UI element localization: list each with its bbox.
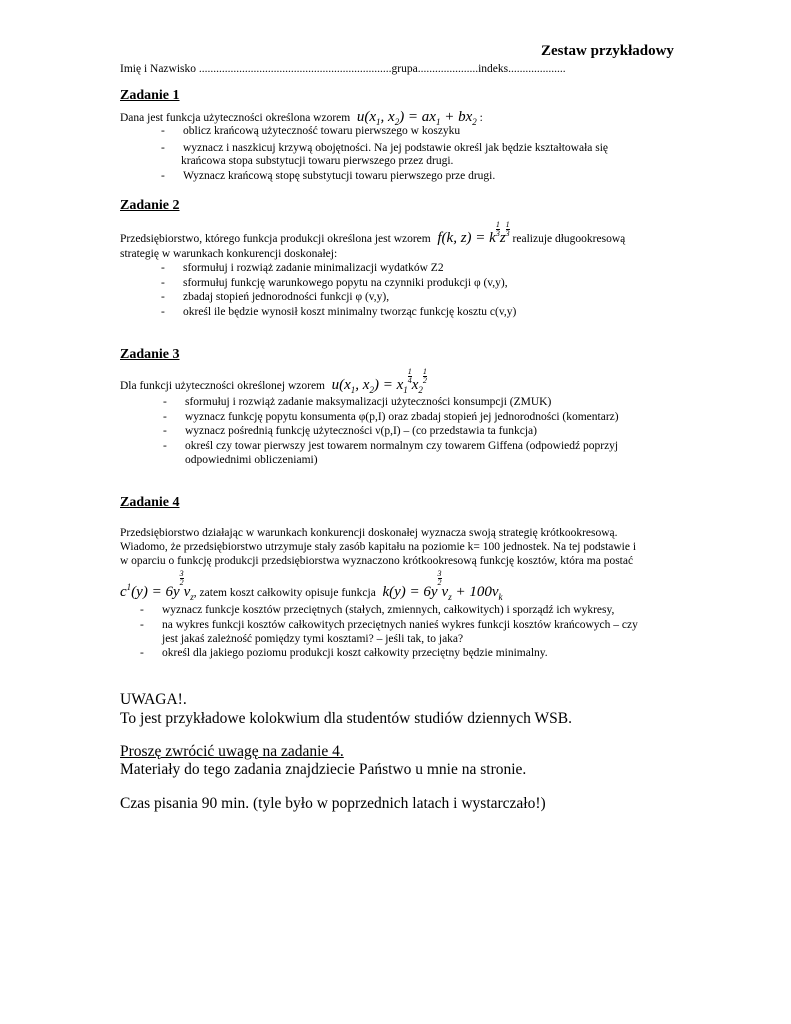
task2-heading: Zadanie 2	[120, 198, 180, 213]
list-item: - określ czy towar pierwszy jest towarem normalnym czy towarem Giffena (odpowiedź poprzyj	[185, 439, 725, 454]
list-item: - wyznacz funkcję popytu konsumenta φ(p,I) oraz zbadaj stopień jej jednorodności (komentarz)	[185, 410, 725, 425]
task1-intro: Dana jest funkcja użyteczności określona wzorem $u(x_1$, $x_2) = ax_1 + bx_2$ :	[120, 109, 483, 127]
list-item: - wyznacz pośrednią funkcję użyteczności ν(p,I) – (co przedstawia ta funkcja)	[185, 424, 725, 439]
task4-total-cost-formula: k(y) = 6y $\frac{3}{2}$ $v_z + 100v_k$	[378, 569, 503, 602]
task4-paragraph-line1: Przedsiębiorstwo działając w warunkach konkurencji doskonałej wyznacza swoją strategię krótkookresową.	[120, 527, 618, 539]
task3-list	[185, 395, 725, 453]
task3-intro: Dla funkcji użyteczności określonej wzorem $u(x_1$, $x_2) = x_1$ $\frac{1}{4}$ $x_2$ $\frac{1}{2}$	[120, 367, 427, 395]
task1-list	[183, 124, 703, 155]
task4-heading: Zadanie 4	[120, 495, 180, 510]
task2-intro-cont: strategię w warunkach konkurencji doskonałej:	[120, 248, 338, 260]
task1-list-2	[183, 169, 703, 184]
list-item: - określ dla jakiego poziomu produkcji koszt całkowity przeciętny będzie minimalny.	[162, 646, 722, 661]
task1-formula: $u(x_1$, $x_2) = ax_1 + bx_2$	[353, 109, 477, 127]
list-item: - sformułuj i rozwiąż zadanie minimalizacji wydatków Z2	[183, 261, 703, 276]
student-info-line: Imię i Nazwisko ...................................................................grupa.....................indeks....................	[120, 63, 566, 75]
list-item: - określ ile będzie wynosił koszt minimalny tworząc funkcję kosztu c(v,y)	[183, 305, 703, 320]
list-item: - Wyznacz krańcową stopę substytucji towaru pierwszego prze drugi.	[183, 169, 703, 184]
task1-heading: Zadanie 1	[120, 88, 180, 103]
task3-heading: Zadanie 3	[120, 347, 180, 362]
task2-intro: Przedsiębiorstwo, którego funkcja produkcji określona jest wzorem f(k, z) = k $\frac{1}{3}$ z $\frac{1}{3}$ realizuje długookresową	[120, 220, 626, 246]
task2-list	[183, 261, 703, 319]
task3-formula: $u(x_1$, $x_2) = x_1$ $\frac{1}{4}$ $x_2$ $\frac{1}{2}$	[327, 367, 427, 395]
list-item-continuation: jest jakaś zależność pomiędzy tymi kosztami? – jeśli tak, to jaka?	[162, 633, 464, 645]
list-item: - wyznacz i naszkicuj krzywą obojętności. Na jej podstawie określ jak będzie kształtowała się	[183, 141, 703, 156]
note-warning: UWAGA!.	[120, 691, 187, 708]
document-title: Zestaw przykładowy	[541, 43, 674, 59]
task4-paragraph-line3: w oparciu o funkcję produkcji przedsiębiorstwa wyznaczono krótkookresową funkcję kosztów, która ma postać	[120, 555, 634, 567]
list-item: - oblicz krańcową użyteczność towaru pierwszego w koszyku	[183, 124, 703, 139]
task4-list	[162, 603, 722, 632]
task4-formula-line: $c^1(y) = 6y$ $\frac{3}{2}$ $v_z$, zatem koszt całkowity opisuje funkcja k(y) = 6y $\frac{3}{2}$ $v_z + 100v_k$	[120, 569, 503, 602]
list-item-continuation: odpowiednimi obliczeniami)	[185, 454, 318, 466]
list-item: - wyznacz funkcje kosztów przeciętnych (stałych, zmiennych, całkowitych) i sporządź ich wykresy,	[162, 603, 722, 618]
note-line-4: Czas pisania 90 min. (tyle było w poprzednich latach i wystarczało!)	[120, 795, 546, 812]
task4-list-2	[162, 646, 722, 661]
note-line-1: To jest przykładowe kolokwium dla studentów studiów dziennych WSB.	[120, 710, 572, 727]
note-line-3: Materiały do tego zadania znajdziecie Państwo u mnie na stronie.	[120, 761, 527, 778]
list-item: - zbadaj stopień jednorodności funkcji φ (v,y),	[183, 290, 703, 305]
list-item: - sformułuj funkcję warunkowego popytu na czynniki produkcji φ (v,y),	[183, 276, 703, 291]
task4-paragraph-line2: Wiadomo, że przedsiębiorstwo utrzymuje stały zasób kapitału na poziomie k= 100 jednostek. Na tej podstawie i	[120, 541, 637, 553]
task2-formula: f(k, z) = k $\frac{1}{3}$ z $\frac{1}{3}$	[433, 220, 510, 246]
list-item-continuation: krańcowa stopa substytucji towaru pierwszego przez drugi.	[181, 155, 454, 167]
list-item: - sformułuj i rozwiąż zadanie maksymalizacji użyteczności konsumpcji (ZMUK)	[185, 395, 725, 410]
task4-cost-formula: $c^1(y) = 6y$ $\frac{3}{2}$ $v_z$	[120, 569, 194, 602]
list-item: - na wykres funkcji kosztów całkowitych przeciętnych nanieś wykres funkcji kosztów krańcowych – czy	[162, 618, 722, 633]
note-line-2: Proszę zwrócić uwagę na zadanie 4.	[120, 743, 344, 760]
